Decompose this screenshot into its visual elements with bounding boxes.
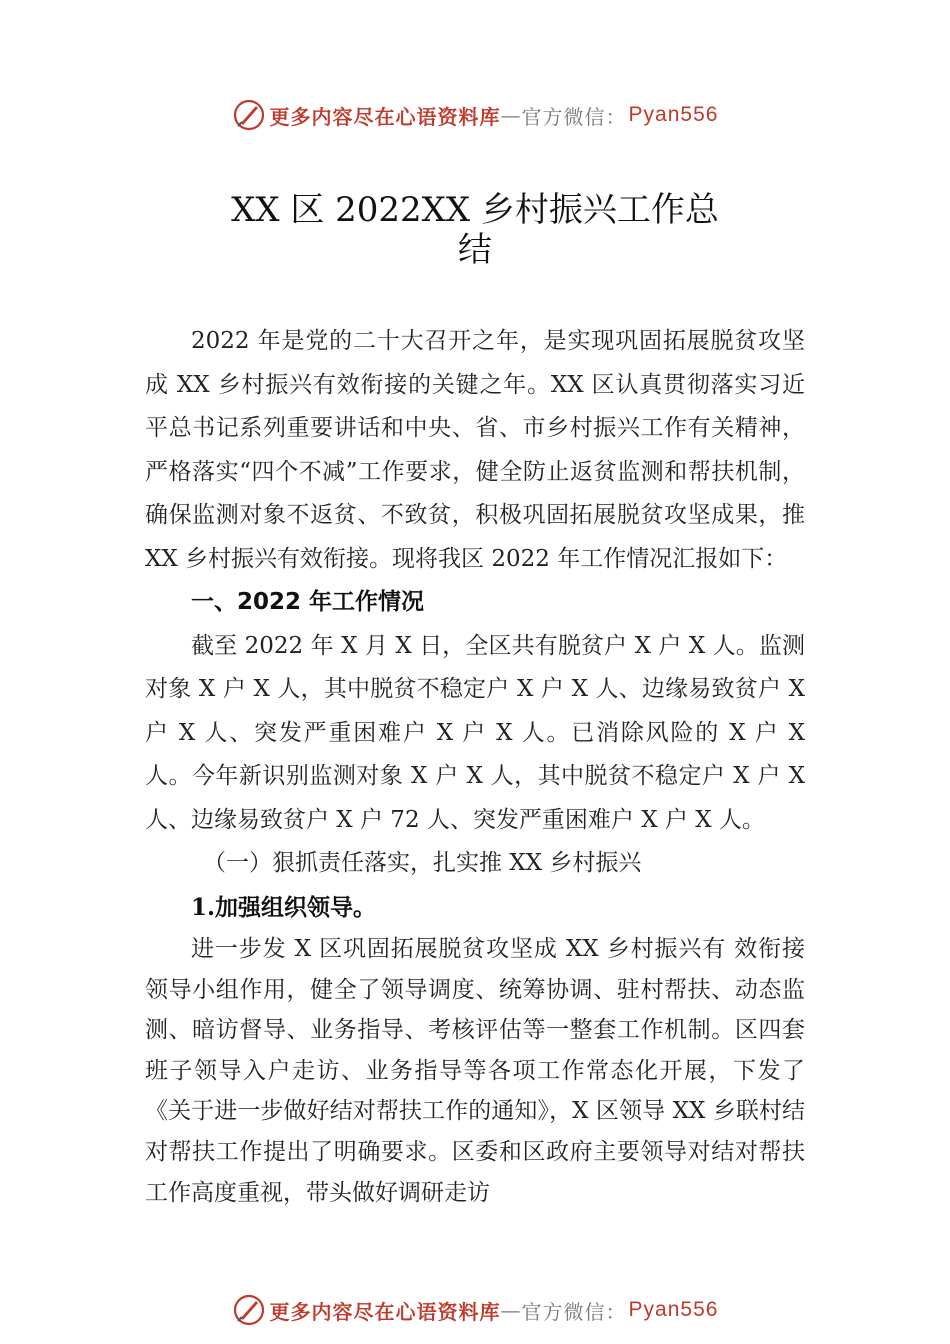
- heading-subsection-1: （一）狠抓责任落实，扎实推 XX 乡村振兴: [203, 850, 642, 876]
- title-line-2: 结: [458, 230, 492, 270]
- watermark-dash: —: [500, 1298, 522, 1322]
- paragraph-stats: 截至 2022 年 X 月 X 日，全区共有脱贫户 X 户 X 人。监测对象 X 户 X 人，其中脱贫不稳定户 X 户 X 人、边缘易致贫户 X 户 X 人、突发严重困难户 X 户 X 人。已消除风险的 X 户 X 人。今年新识别监测对象 X 户 X 人，其中脱贫不稳定户 X 户 X 人、边缘易致贫户 X 户 72 人、突发严重困难户 X 户 X 人。: [145, 632, 805, 833]
- watermark-brand: 更多内容尽在心语资料库: [269, 1299, 501, 1324]
- watermark-label: 官方微信：: [521, 1299, 627, 1324]
- watermark-wechat-id: Pyan556: [628, 103, 719, 126]
- quill-logo-icon: [232, 98, 266, 132]
- watermark-banner-bottom: [0, 1290, 950, 1330]
- watermark-wechat-id: Pyan556: [628, 1298, 719, 1321]
- document-body: [145, 320, 805, 1213]
- paragraph-leadership: 进一步发 X 区巩固拓展脱贫攻坚成 XX 乡村振兴有 效衔接领导小组作用，健全了领导调度、统筹协调、驻村帮扶、动态监测、暗访督导、业务指导、考核评估等一整套工作机制。区四套班子领导入户走访、业务指导等各项工作常态化开展，下发了《关于进一步做好结对帮扶工作的通知》，X 区领导 XX 乡联村结对帮扶工作提出了明确要求。区委和区政府主要领导对结对帮扶工作高度重视，带头做好调研走访: [145, 936, 805, 1206]
- watermark-label: 官方微信：: [521, 104, 627, 129]
- heading-item-1: 1.加强组织领导。: [191, 893, 377, 921]
- watermark-dash: —: [500, 103, 522, 127]
- paragraph-intro: 2022 年是党的二十大召开之年，是实现巩固拓展脱贫攻坚成 XX 乡村振兴有效衔接的关键之年。XX 区认真贯彻落实习近平总书记系列重要讲话和中央、省、市乡村振兴工作有关精神，严格落实“四个不减”工作要求，健全防止返贫监测和帮扶机制，确保监测对象不返贫、不致贫，积极巩固拓展脱贫攻坚成果，推 XX 乡村振兴有效衔接。现将我区 2022 年工作情况汇报如下：: [145, 328, 805, 572]
- heading-section-1: 一、2022 年工作情况: [191, 589, 425, 615]
- watermark-banner-top: [0, 95, 950, 135]
- title-line-1: XX 区 2022XX 乡村振兴工作总: [231, 190, 719, 230]
- quill-logo-icon: [232, 1293, 266, 1327]
- watermark-brand: 更多内容尽在心语资料库: [269, 104, 501, 129]
- document-title: [0, 190, 950, 270]
